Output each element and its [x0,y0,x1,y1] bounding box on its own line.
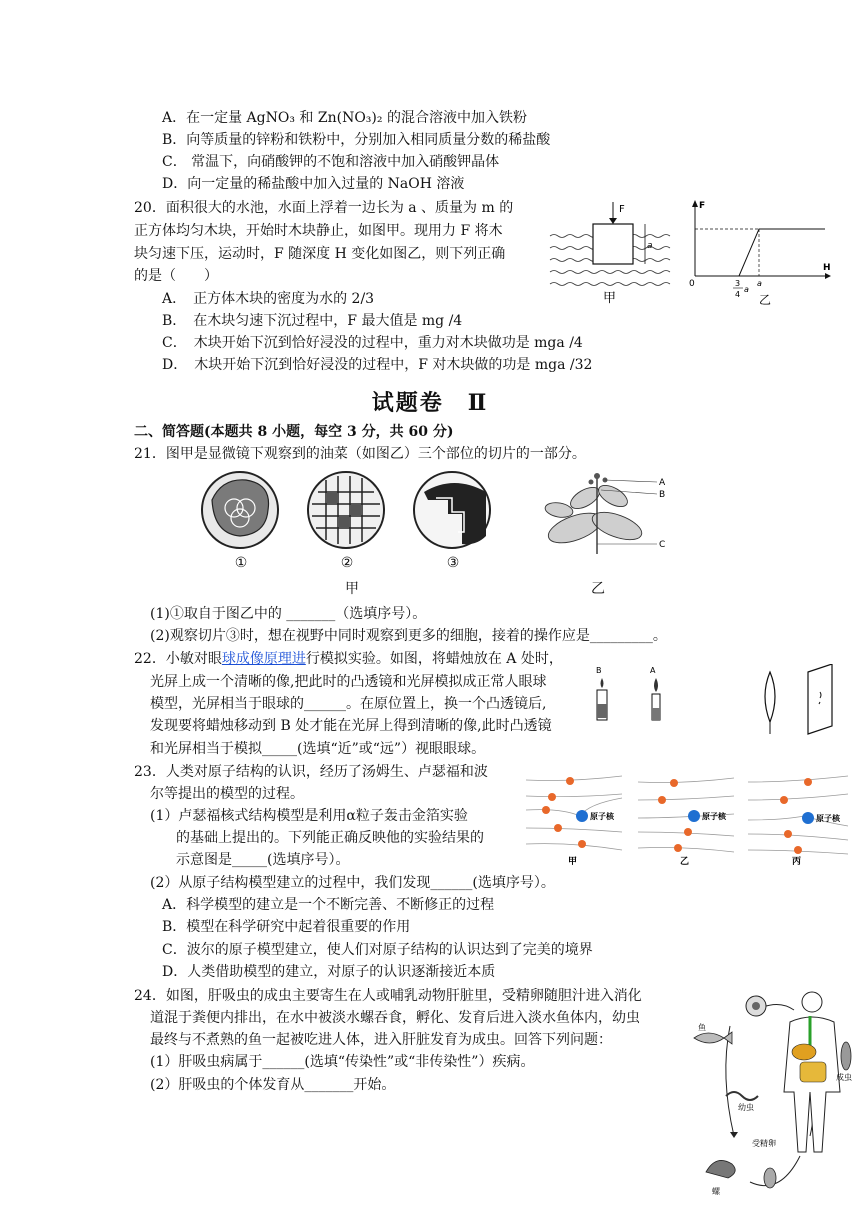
force-label: F [619,204,625,215]
q21-sub2: (2)观察切片③时，想在视野中同时观察到更多的细胞，接着的操作应是_________。 [150,628,667,644]
q24-sub1: (1）肝吸虫病属于______(选填“传染性”或“非传染性”）疾病。 [150,1054,535,1070]
q22-link[interactable]: 球成像原理进 [221,651,306,667]
candle-a [650,666,660,720]
q22-line4: 发现要将蜡烛移动到 B 处才能在光屏上得到清晰的像,此时凸透镜 [150,718,552,734]
q22-line5: 和光屏相当于模拟_____(选填“近”或“远”）视眼眼球。 [150,741,486,757]
q19-option-d: D．向一定量的稀盐酸中加入过量的 NaOH 溶液 [162,176,465,192]
q23-sub2: (2）从原子结构模型建立的过程中，我们发现______(选填序号）。 [150,875,555,891]
human-body [784,992,840,1152]
candle-b [596,666,607,720]
svg-text:a: a [744,285,749,294]
svg-text:4: 4 [735,290,741,299]
svg-text:甲: 甲 [568,857,578,867]
q20-option-b: B． 在木块匀速下沉过程中，F 最大值是 mg /4 [162,313,463,329]
q23-option-a: A．科学模型的建立是一个不断完善、不断修正的过程 [162,897,495,913]
q24-line2: 道混于粪便内排出，在水中被淡水螺吞食，孵化、发育后进入淡水鱼体内，幼虫 [150,1010,640,1026]
svg-text:幼虫: 幼虫 [738,1103,754,1112]
micrograph-3 [414,472,490,548]
q20-stem-line2: 正方体均匀木块，开始时木块静止，如图甲。现用力 F 将木 [134,223,503,239]
q23-line1: 23．人类对原子结构的认识，经历了汤姆生、卢瑟福和波 [134,764,488,780]
q21-caption-jia: 甲 [345,581,359,597]
svg-text:A: A [659,478,666,488]
q23-sub1-line2: 的基础上提出的。下列能正确反映他的实验结果的 [176,830,484,846]
scatter-panel-jia [526,776,622,867]
q23-scattering-figure [522,770,852,868]
scatter-panel-bing [748,776,848,867]
micrograph-2 [308,472,384,548]
q20-stem-line4: 的是（ ） [134,268,218,284]
q22-optics-figure [592,664,837,736]
scatter-panel-yi [638,778,734,867]
micrograph-label-2: ② [340,555,354,571]
svg-text:成虫: 成虫 [836,1073,852,1082]
svg-text:A: A [650,666,656,675]
svg-text:B: B [596,666,602,675]
svg-text:a: a [647,241,653,251]
svg-text:受精卵: 受精卵 [752,1139,776,1148]
q23-option-b: B．模型在科学研究中起着很重要的作用 [162,919,411,935]
wood-block [593,224,633,264]
section-heading: 二、简答题(本题共 8 小题，每空 3 分，共 60 分) [134,424,454,440]
figure-caption-jia: 甲 [603,291,617,306]
micrograph-1 [202,472,278,548]
q24-line1: 24．如图，肝吸虫的成虫主要寄生在人或哺乳动物肝脏里，受精卵随胆汁进入消化 [134,988,642,1004]
q21-sub1: (1)①取自于图乙中的 _______（选填序号）。 [150,606,427,622]
q23-option-d: D．人类借助模型的建立，对原子的认识逐渐接近本质 [162,964,496,980]
figure-caption-yi: 乙 [759,293,772,307]
q22-line3: 模型，光屏相当于眼球的______。在原位置上，换一个凸透镜后, [150,696,547,712]
svg-text:螺: 螺 [712,1187,720,1196]
svg-text:原子核: 原子核 [590,812,614,821]
q20-stem-line3: 块匀速下压，运动时，F 随深度 H 变化如图乙，则下列正确 [134,246,506,262]
svg-text:乙: 乙 [680,857,690,867]
q23-sub1-line3: 示意图是_____(选填序号）。 [176,852,350,868]
q20-option-a: A． 正方体木块的密度为水的 2/3 [162,291,375,307]
q20-figure-yi [685,196,835,308]
q21-plant-yi [535,468,685,560]
section-title: 试题卷 Ⅱ [371,390,489,416]
svg-text:原子核: 原子核 [816,814,840,823]
light-screen [808,664,832,734]
svg-text:H: H [823,263,831,273]
q19-option-c: C． 常温下，向硝酸钾的不饱和溶液中加入硝酸钾晶体 [162,154,500,170]
q20-option-c: C． 木块开始下沉到恰好浸没的过程中，重力对木块做功是 mga /4 [162,335,583,351]
q21-stem: 21．图甲是显微镜下观察到的油菜（如图乙）三个部位的切片的一部分。 [134,446,586,462]
q24-line3: 最终与不煮熟的鱼一起被吃进人体，进入肝脏发育为成虫。回答下列问题： [150,1032,612,1048]
q21-caption-yi: 乙 [591,581,605,597]
svg-text:3: 3 [735,279,741,288]
q24-lifecycle-figure [690,986,858,1206]
svg-text:0: 0 [689,279,695,289]
svg-text:C: C [659,540,666,550]
convex-lens [765,672,775,722]
svg-text:丙: 丙 [792,857,802,867]
q19-option-b: B．向等质量的锌粉和铁粉中，分别加入相同质量分数的稀盐酸 [162,132,551,148]
svg-text:原子核: 原子核 [702,812,726,821]
q23-option-c: C．波尔的原子模型建立，使人们对原子结构的认识达到了完美的境界 [162,942,593,958]
micrograph-label-3: ③ [446,555,460,571]
q23-sub1-line1: (1）卢瑟福核式结构模型是利用α粒子轰击金箔实验 [150,808,468,824]
svg-text:鱼: 鱼 [698,1023,706,1032]
q20-stem-line1: 20．面积很大的水池，水面上浮着一边长为 a 、质量为 m 的 [134,200,514,216]
q22-line1: 22．小敏对眼球成像原理进行模拟实验。如图，将蜡烛放在 A 处时， [134,651,563,667]
q19-option-a: A．在一定量 AgNO₃ 和 Zn(NO₃)₂ 的混合溶液中加入铁粉 [162,110,527,126]
micrograph-label-1: ① [234,555,248,571]
svg-text:F: F [699,201,706,211]
q20-option-d: D． 木块开始下沉到恰好浸没的过程中，F 对木块做的功是 mga /32 [162,357,593,373]
svg-text:a: a [757,279,762,288]
svg-text:B: B [659,490,666,500]
q20-figure-jia [545,198,675,308]
q24-sub2: (2）肝吸虫的个体发育从_______开始。 [150,1077,396,1093]
q23-line2: 尔等提出的模型的过程。 [150,786,304,802]
q21-micrographs [198,470,498,554]
q22-line2: 光屏上成一个清晰的像,把此时的凸透镜和光屏模拟成正常人眼球 [150,674,547,690]
